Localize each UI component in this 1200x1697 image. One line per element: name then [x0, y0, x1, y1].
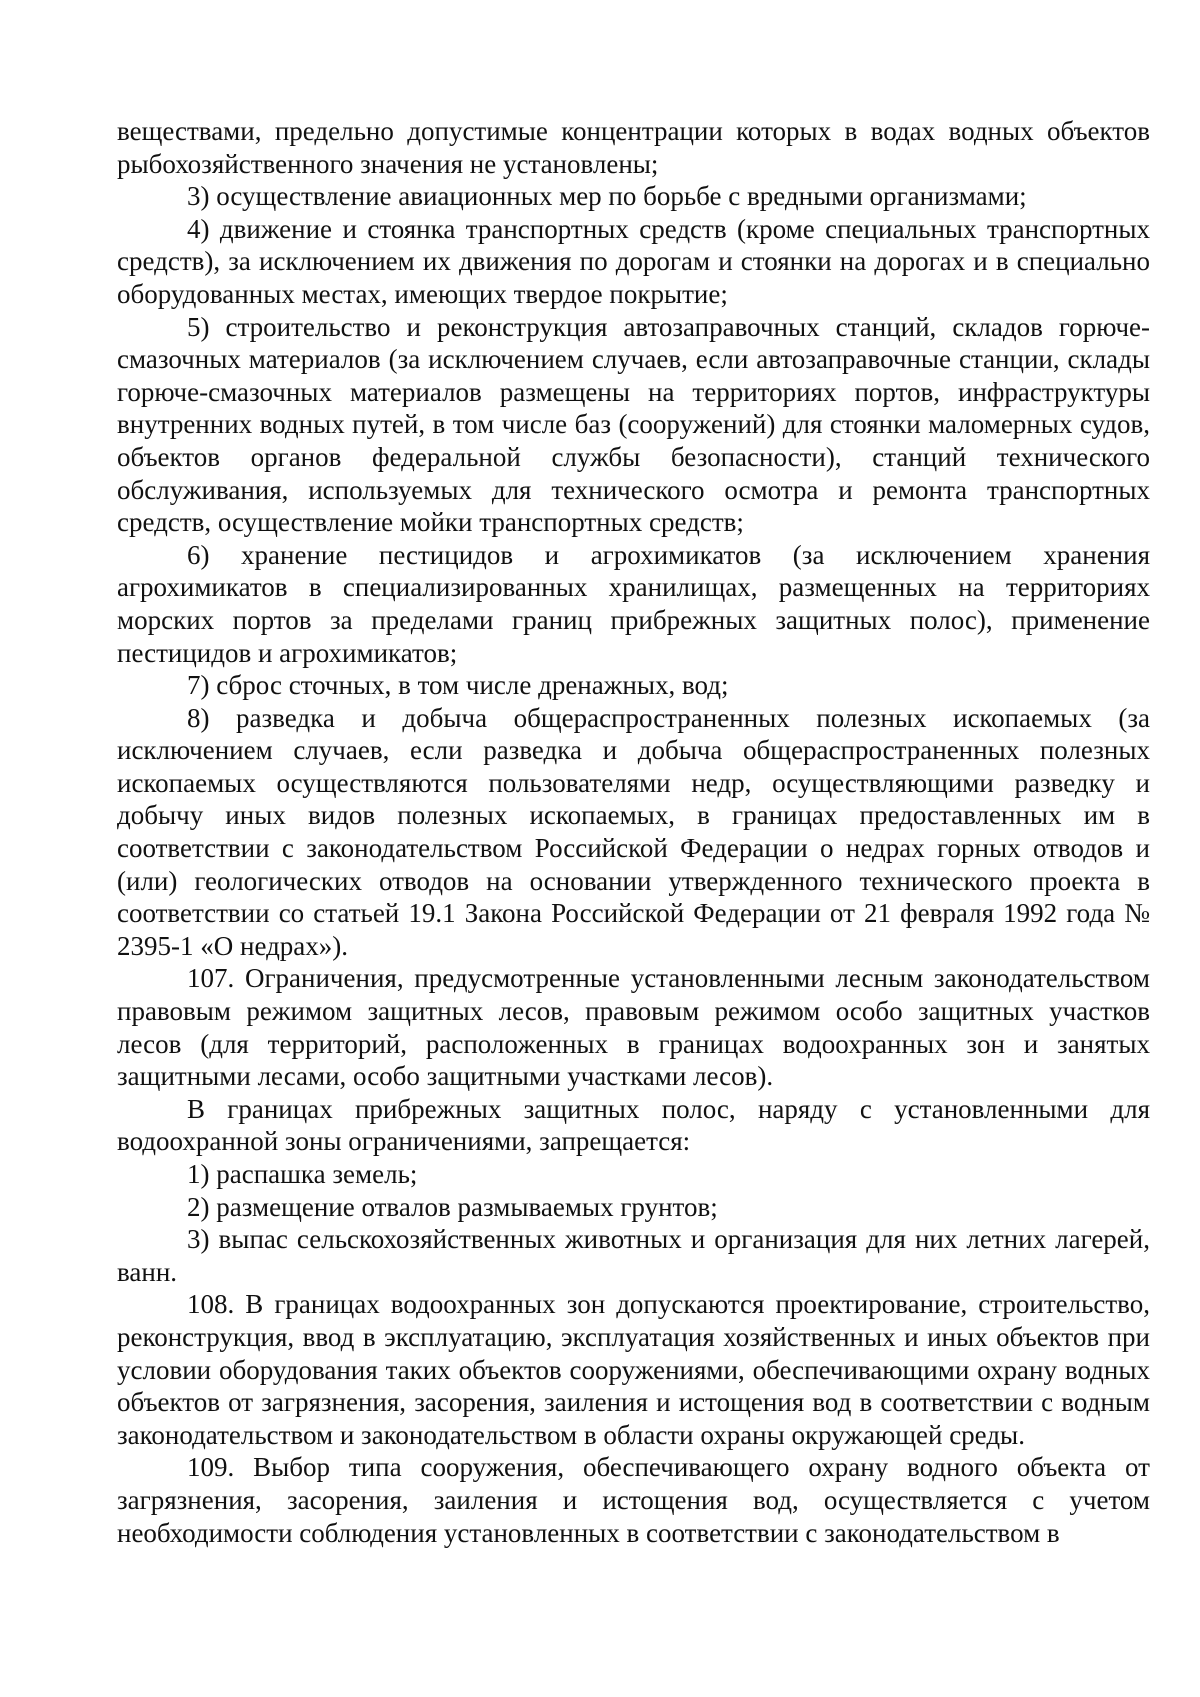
paragraph-continuation: веществами, предельно допустимые концентрации которых в водах водных объектов рыбохозяйственного значения не установлены; — [117, 116, 1150, 179]
section-107: 107. Ограничения, предусмотренные установленными лесным законодательством правовым режимом защитных лесов, правовым режимом особо защитных участков лесов (для территорий, расположенных в границах водоохранных зон и занятых защитными лесами, особо защитными участками лесов). — [117, 963, 1150, 1092]
list-item-7-wastewater: 7) сброс сточных, в том числе дренажных, вод; — [187, 670, 729, 701]
list-item-6-pesticides: 6) хранение пестицидов и агрохимикатов (за исключением хранения агрохимикатов в специализированных хранилищах, размещенных на территориях морских портов за пределами границ прибрежных защитных полос), применение пестицидов и агрохимикатов; — [117, 539, 1150, 668]
list-item-4-vehicles: 4) движение и стоянка транспортных средств (кроме специальных транспортных средств), за исключением их движения по дорогам и стоянки на дорогах и в специально оборудованных местах, имеющих твердое покрытие; — [117, 213, 1150, 309]
section-108: 108. В границах водоохранных зон допускаются проектирование, строительство, реконструкция, ввод в эксплуатацию, эксплуатация хозяйственных и иных объектов при условии оборудования таких объектов сооружениями, обеспечивающими охрану водных объектов от загрязнения, засорения, заиления и истощения вод в соответствии с водным законодательством и законодательством в области охраны окружающей среды. — [117, 1289, 1150, 1450]
section-109: 109. Выбор типа сооружения, обеспечивающего охрану водного объекта от загрязнения, засорения, заиления и истощения вод, осуществляется с учетом необходимости соблюдения установленных в соответствии с законодательством в — [117, 1452, 1150, 1548]
coastal-item-3-grazing: 3) выпас сельскохозяйственных животных и организация для них летних лагерей, ванн. — [117, 1224, 1150, 1287]
document-body — [117, 115, 1150, 1549]
coastal-item-1-plowing: 1) распашка земель; — [187, 1159, 418, 1189]
coastal-strip-intro: В границах прибрежных защитных полос, наряду с установленными для водоохранной зоны ограничениями, запрещается: — [117, 1093, 1150, 1157]
coastal-item-2-dumps: 2) размещение отвалов размываемых грунтов; — [187, 1191, 718, 1222]
list-item-3-aviation: 3) осуществление авиационных мер по борьбе с вредными организмами; — [187, 181, 1027, 212]
list-item-8-mining: 8) разведка и добыча общераспространенных полезных ископаемых (за исключением случаев, если разведка и добыча общераспространенных полезных ископаемых осуществляются пользователями недр, осуществляющими разведку и добычу иных видов полезных ископаемых, в границах предоставленных им в соответствии с законодательством Российской Федерации о недрах горных отводов и (или) геологических отводов на основании утвержденного технического проекта в соответствии со статьей 19.1 Закона Российской Федерации от 21 февраля 1992 года № 2395-1 «О недрах»). — [117, 702, 1150, 961]
list-item-5-fuel-stations: 5) строительство и реконструкция автозаправочных станций, складов горюче-смазочных материалов (за исключением случаев, если автозаправочные станции, склады горюче-смазочных материалов размещены на территориях портов, инфраструктуры внутренних водных путей, в том числе баз (сооружений) для стоянки маломерных судов, объектов органов федеральной службы безопасности), станций технического обслуживания, используемых для технического осмотра и ремонта транспортных средств, осуществление мойки транспортных средств; — [117, 311, 1150, 538]
